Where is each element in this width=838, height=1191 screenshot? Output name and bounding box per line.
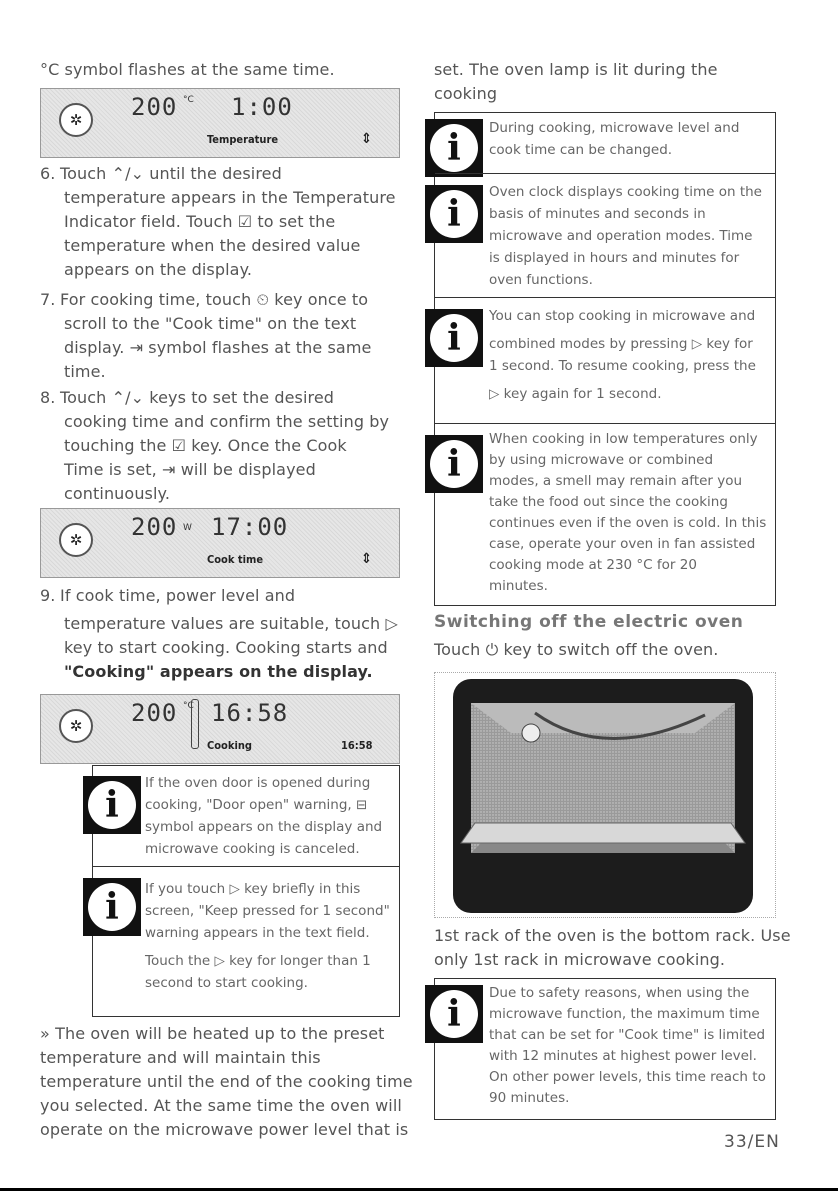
step-8-line-2: cooking time and confirm the setting by <box>64 412 390 431</box>
page-number: 33/EN <box>724 1132 780 1152</box>
info-line: Oven clock displays cooking time on the <box>489 184 762 200</box>
info-line: continues even if the oven is cold. In this <box>489 515 767 531</box>
info-low-temp <box>489 429 773 597</box>
display-power-unit: W <box>183 523 192 533</box>
fan-icon: ✲ <box>59 709 93 743</box>
display-clock: 16:58 <box>341 739 373 752</box>
scroll-arrows-icon: ⇕ <box>361 131 372 147</box>
oven-illustration <box>434 672 776 918</box>
info-line: is displayed in hours and minutes for <box>489 250 740 266</box>
info-line: If the oven door is opened during <box>145 775 371 791</box>
info-line: You can stop cooking in microwave and <box>489 308 756 324</box>
info-icon: i <box>425 435 483 493</box>
step-8-line-4: Time is set, ⇥ will be displayed <box>64 460 316 479</box>
step-9 <box>40 584 412 684</box>
step-6-line-4: temperature when the desired value <box>64 236 361 255</box>
step-6-line-2: temperature appears in the Temperature <box>64 188 396 207</box>
info-line: Touch the ▷ key for longer than 1 <box>145 953 371 969</box>
info-line: symbol appears on the display and <box>145 819 383 835</box>
info-box-right <box>434 112 776 606</box>
info-line: basis of minutes and seconds in <box>489 206 706 222</box>
step-8-line-5: continuously. <box>64 484 171 503</box>
step-8-number: 8. <box>40 388 56 407</box>
info-line: When cooking in low temperatures only <box>489 431 758 447</box>
info-line: During cooking, microwave level and <box>489 120 740 136</box>
info-line: combined modes by pressing ▷ key for <box>489 336 753 352</box>
step-7-line-2: scroll to the "Cook time" on the text <box>64 314 357 333</box>
info-line: oven functions. <box>489 272 593 288</box>
step-8-line-3: touching the ☑ key. Once the Cook <box>64 436 347 455</box>
scroll-arrows-icon: ⇕ <box>361 551 372 567</box>
info-clock <box>489 181 773 291</box>
info-box-left <box>92 765 400 1017</box>
info-line: cooking mode at 230 °C for 20 <box>489 557 697 573</box>
display-label: Temperature <box>207 133 279 146</box>
info-line: cook time can be changed. <box>489 142 673 158</box>
thermometer-icon <box>191 699 199 749</box>
info-stop-cooking <box>489 305 773 405</box>
divider <box>435 423 775 424</box>
info-line: screen, "Keep pressed for 1 second" <box>145 903 390 919</box>
rack-line: 1st rack of the oven is the bottom rack. Use <box>434 926 791 945</box>
display-time-value: 16:58 <box>211 699 289 727</box>
result-line: » The oven will be heated up to the preset <box>40 1024 385 1043</box>
info-keep-pressed <box>145 878 395 994</box>
info-line: minutes. <box>489 578 548 594</box>
info-icon: i <box>425 185 483 243</box>
rack-text <box>434 924 794 972</box>
result-paragraph <box>40 1022 420 1142</box>
step-7 <box>40 288 412 384</box>
section-heading: Switching off the electric oven <box>434 612 744 632</box>
info-icon: i <box>83 776 141 834</box>
display-power-value: 200 <box>131 513 178 541</box>
info-icon: i <box>425 119 483 177</box>
info-change-level <box>489 117 773 161</box>
display-cooktime-value: 17:00 <box>211 513 289 541</box>
info-line: 1 second. To resume cooking, press the <box>489 358 756 374</box>
divider <box>435 173 775 174</box>
step-6 <box>40 162 412 282</box>
info-line: Due to safety reasons, when using the <box>489 985 750 1001</box>
result-line: operate on the microwave power level that is <box>40 1120 409 1139</box>
step-9-line-4: "Cooking" appears on the display. <box>64 662 373 681</box>
step-9-number: 9. <box>40 586 56 605</box>
info-line: On other power levels, this time reach to <box>489 1069 766 1085</box>
step-7-line-3: display. ⇥ symbol flashes at the same <box>64 338 372 357</box>
info-line: by using microwave or combined <box>489 452 714 468</box>
divider <box>435 297 775 298</box>
display-temp-unit: °C <box>183 95 194 105</box>
info-icon: i <box>83 878 141 936</box>
display-temp-value: 200 <box>131 699 178 727</box>
info-door-open <box>145 772 395 860</box>
info-box-safety <box>434 978 776 1120</box>
switch-off-text: Touch ⏻ key to switch off the oven. <box>434 640 719 659</box>
step-6-line-5: appears on the display. <box>64 260 253 279</box>
info-line: microwave cooking is canceled. <box>145 841 360 857</box>
info-line: microwave and operation modes. Time <box>489 228 753 244</box>
display-cooking <box>40 694 400 764</box>
step-8 <box>40 386 412 506</box>
step-9-line-3: key to start cooking. Cooking starts and <box>64 638 388 657</box>
result-line: temperature until the end of the cooking time <box>40 1072 413 1091</box>
step-7-number: 7. <box>40 290 56 309</box>
info-line: If you touch ▷ key briefly in this <box>145 881 361 897</box>
step-6-line-3: Indicator field. Touch ☑ to set the <box>64 212 336 231</box>
info-line: case, operate your oven in fan assisted <box>489 536 756 552</box>
info-line: take the food out since the cooking <box>489 494 728 510</box>
display-label: Cook time <box>207 553 264 566</box>
result-line: temperature and will maintain this <box>40 1048 321 1067</box>
display-temp-unit: °C <box>183 701 194 711</box>
info-icon: i <box>425 985 483 1043</box>
fan-icon: ✲ <box>59 103 93 137</box>
intro-line: °C symbol flashes at the same time. <box>40 60 335 79</box>
info-icon: i <box>425 309 483 367</box>
info-line: that can be set for "Cook time" is limited <box>489 1027 766 1043</box>
display-label: Cooking <box>207 739 252 752</box>
oven-interior-image <box>435 673 775 917</box>
info-safety <box>489 983 773 1109</box>
info-line: microwave function, the maximum time <box>489 1006 760 1022</box>
rack-line: only 1st rack in microwave cooking. <box>434 950 726 969</box>
display-temp-value: 200 <box>131 93 178 121</box>
result-line: you selected. At the same time the oven will <box>40 1096 402 1115</box>
step-9-line-1: If cook time, power level and <box>60 586 296 605</box>
info-line: 90 minutes. <box>489 1090 570 1106</box>
info-line: second to start cooking. <box>145 975 308 991</box>
step-7-line-4: time. <box>64 362 106 381</box>
display-temperature <box>40 88 400 158</box>
info-line: with 12 minutes at highest power level. <box>489 1048 757 1064</box>
display-time-value: 1:00 <box>231 93 293 121</box>
info-line: ▷ key again for 1 second. <box>489 386 662 402</box>
fan-icon: ✲ <box>59 523 93 557</box>
intro-right-line: set. The oven lamp is lit during the cooking <box>434 60 718 103</box>
step-8-line-1: Touch ⌃/⌄ keys to set the desired <box>60 388 335 407</box>
divider <box>93 866 399 867</box>
info-line: warning appears in the text field. <box>145 925 370 941</box>
step-9-line-2: temperature values are suitable, touch ▷ <box>64 614 398 633</box>
info-line: modes, a smell may remain after you <box>489 473 743 489</box>
step-6-line-1: Touch ⌃/⌄ until the desired <box>60 164 282 183</box>
display-cook-time <box>40 508 400 578</box>
info-line: cooking, "Door open" warning, ⊟ <box>145 797 368 813</box>
step-6-number: 6. <box>40 164 56 183</box>
step-7-line-1: For cooking time, touch ⏲ key once to <box>60 290 369 309</box>
